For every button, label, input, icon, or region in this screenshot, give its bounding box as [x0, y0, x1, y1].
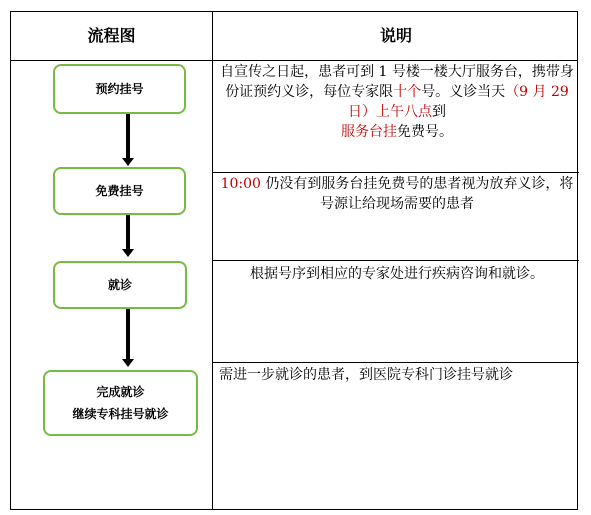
header-divider [11, 60, 577, 61]
header-flowchart: 流程图 [87, 26, 136, 45]
step-free-registration [53, 167, 186, 215]
desc1-text-2: 号。义诊当天 [421, 84, 506, 100]
description-free-registration [217, 174, 577, 214]
row-divider-1 [212, 172, 579, 173]
step-appointment-label: 预约挂号 [95, 82, 144, 96]
arrow-2 [126, 215, 130, 251]
flowchart-table [10, 11, 578, 510]
desc2-text: 仍没有到服务台挂免费号的患者视为放弃义诊，将号源让给现场需要的患者 [260, 176, 574, 212]
description-appointment [217, 62, 577, 142]
header-description: 说明 [379, 26, 412, 45]
desc1-highlight-time: （9 月 29 日）上午八点 [348, 84, 569, 120]
row-divider-3 [212, 362, 579, 363]
arrow-3 [126, 309, 130, 361]
desc1-highlight-desk: 服务台挂 [341, 124, 397, 140]
desc1-text: 自宣传之日起，患者可到 1 号楼一楼大厅服务台，携带身份证预约义诊，每位专家限 [220, 64, 574, 100]
step-consultation-label: 就诊 [107, 278, 132, 292]
desc1-text-4: 免费号。 [397, 124, 453, 140]
step-complete-label-1: 完成就诊 [96, 385, 145, 399]
description-consultation: 根据号序到相应的专家处进行疾病咨询和就诊。 [250, 266, 544, 282]
step-complete-label-2: 继续专科挂号就诊 [72, 407, 169, 421]
row-divider-2 [212, 260, 579, 261]
desc1-text-3: 到 [432, 104, 446, 120]
step-consultation [53, 261, 187, 309]
desc1-highlight-count: 十个 [393, 84, 422, 100]
step-complete [43, 370, 198, 436]
arrow-1 [126, 114, 130, 160]
description-complete: 需进一步就诊的患者，到医院专科门诊挂号就诊 [219, 367, 513, 383]
desc2-highlight-time: 10:00 [220, 176, 261, 192]
step-free-registration-label: 免费挂号 [95, 184, 144, 198]
step-appointment [53, 64, 186, 114]
